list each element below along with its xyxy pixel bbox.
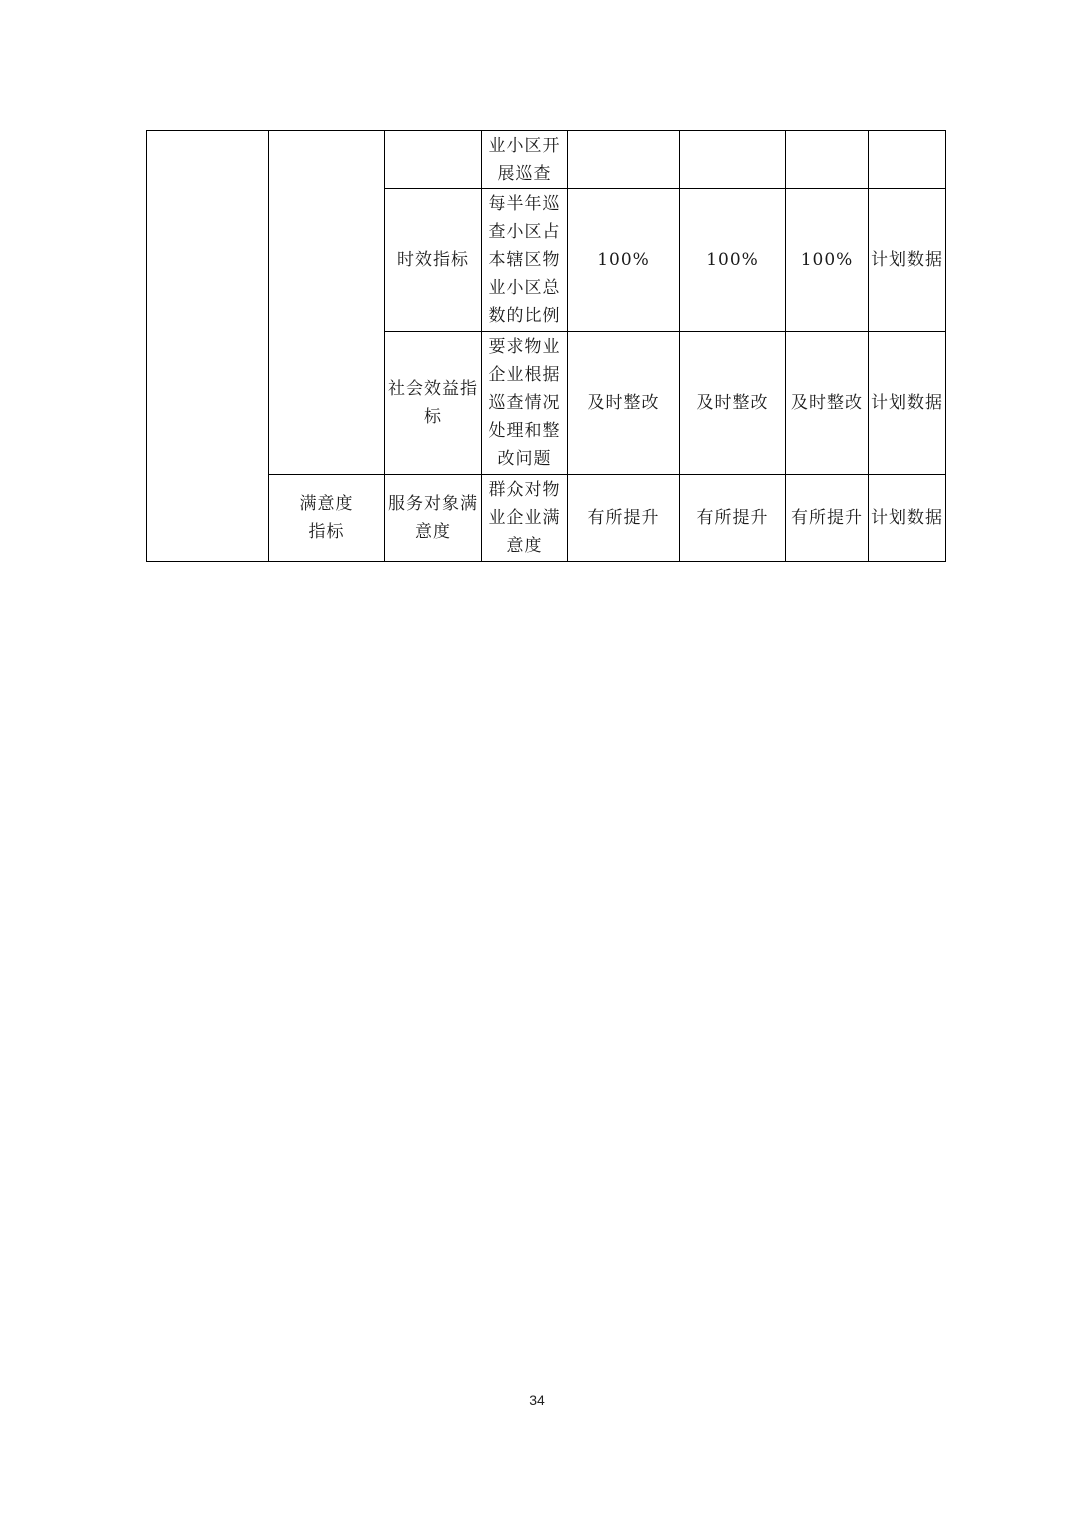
actual-value-cell: 100%: [786, 189, 869, 332]
third-level-indicator-cell: [385, 131, 482, 189]
indicator-description-cell: 要求物业企业根据巡查情况处理和整改问题: [482, 332, 568, 475]
third-level-indicator-cell: 社会效益指标: [385, 332, 482, 475]
plan-value-cell: [680, 131, 786, 189]
year-target-cell: 有所提升: [568, 475, 680, 562]
indicator-description-cell: 群众对物业企业满意度: [482, 475, 568, 562]
data-source-cell: 计划数据: [869, 189, 946, 332]
performance-indicator-table: [146, 130, 946, 562]
actual-value-cell: [786, 131, 869, 189]
data-source-cell: [869, 131, 946, 189]
data-source-cell: 计划数据: [869, 475, 946, 562]
year-target-cell: [568, 131, 680, 189]
plan-value-cell: 100%: [680, 189, 786, 332]
indicator-description-cell: 业小区开展巡查: [482, 131, 568, 189]
year-target-cell: 100%: [568, 189, 680, 332]
plan-value-cell: 有所提升: [680, 475, 786, 562]
first-level-indicator-cell: [147, 131, 269, 562]
indicator-description-cell: 每半年巡查小区占本辖区物业小区总数的比例: [482, 189, 568, 332]
plan-value-cell: 及时整改: [680, 332, 786, 475]
second-level-indicator-cell: 满意度指标: [269, 475, 385, 562]
table-row: [147, 131, 946, 189]
data-source-cell: 计划数据: [869, 332, 946, 475]
year-target-cell: 及时整改: [568, 332, 680, 475]
third-level-indicator-cell: 时效指标: [385, 189, 482, 332]
actual-value-cell: 有所提升: [786, 475, 869, 562]
actual-value-cell: 及时整改: [786, 332, 869, 475]
second-level-indicator-cell: [269, 131, 385, 475]
third-level-indicator-cell: 服务对象满意度: [385, 475, 482, 562]
page-number: 34: [529, 1392, 545, 1408]
